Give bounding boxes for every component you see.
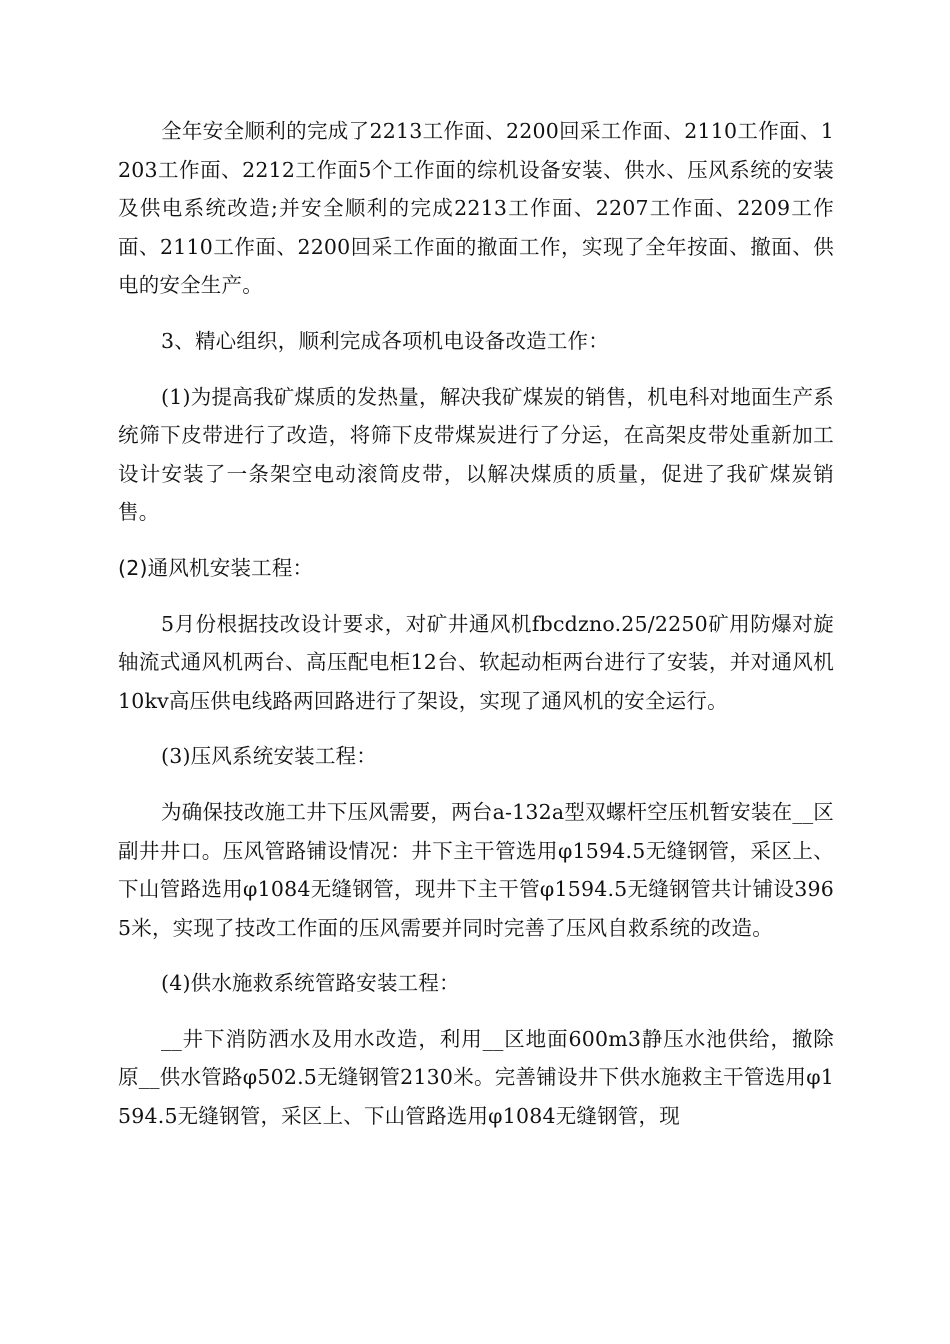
paragraph-ventilator-installation: 5月份根据技改设计要求，对矿井通风机fbcdzno.25/2250矿用防爆对旋轴流式通风机两台、高压配电柜12台、软起动柜两台进行了安装，并对通风机10kv高压供电线路两回路进行了架设，实现了通风机的安全运行。 — [118, 611, 834, 713]
paragraph-compressed-air-installation: 为确保技改施工井下压风需要，两台a-132a型双螺杆空压机暂安装在__区副井井口。压风管路铺设情况：井下主干管选用φ1594.5无缝钢管，采区上、下山管路选用φ1084无缝钢管，现井下主干管φ1594.5无缝钢管共计铺设3965米，实现了技改工作面的压风需要并同时完善了压风自救系统的改造。 — [118, 799, 834, 940]
paragraph-water-supply-installation: __井下消防洒水及用水改造，利用__区地面600m3静压水池供给，撤除原__供水管路φ502.5无缝钢管2130米。完善铺设井下供水施救主干管选用φ1594.5无缝钢管，采区上、下山管路选用φ1084无缝钢管，现 — [118, 1026, 834, 1129]
subheading-compressed-air-installation: (3)压风系统安装工程： — [161, 744, 377, 769]
paragraph-completion-summary: 全年安全顺利的完成了2213工作面、2200回采工作面、2110工作面、1203工作面、2212工作面5个工作面的综机设备安装、供水、压风系统的安装及供电系统改造;并安全顺利的完成2213工作面、2207工作面、2209工作面、2110工作面、2200回采工作面的撤面工作，实现了全年按面、撤面、供电的安全生产。 — [118, 119, 834, 298]
document-body — [118, 112, 834, 1153]
section-heading-equipment-renovation: 3、精心组织，顺利完成各项机电设备改造工作： — [161, 328, 609, 353]
subheading-ventilator-installation: (2)通风机安装工程： — [118, 555, 314, 580]
subheading-water-supply-installation: (4)供水施救系统管路安装工程： — [161, 971, 460, 996]
paragraph-belt-renovation: (1)为提高我矿煤质的发热量，解决我矿煤炭的销售，机电科对地面生产系统筛下皮带进行了改造，将筛下皮带煤炭进行了分运，在高架皮带处重新加工设计安装了一条架空电动滚筒皮带，以解决煤质的质量，促进了我矿煤炭销售。 — [118, 384, 834, 525]
